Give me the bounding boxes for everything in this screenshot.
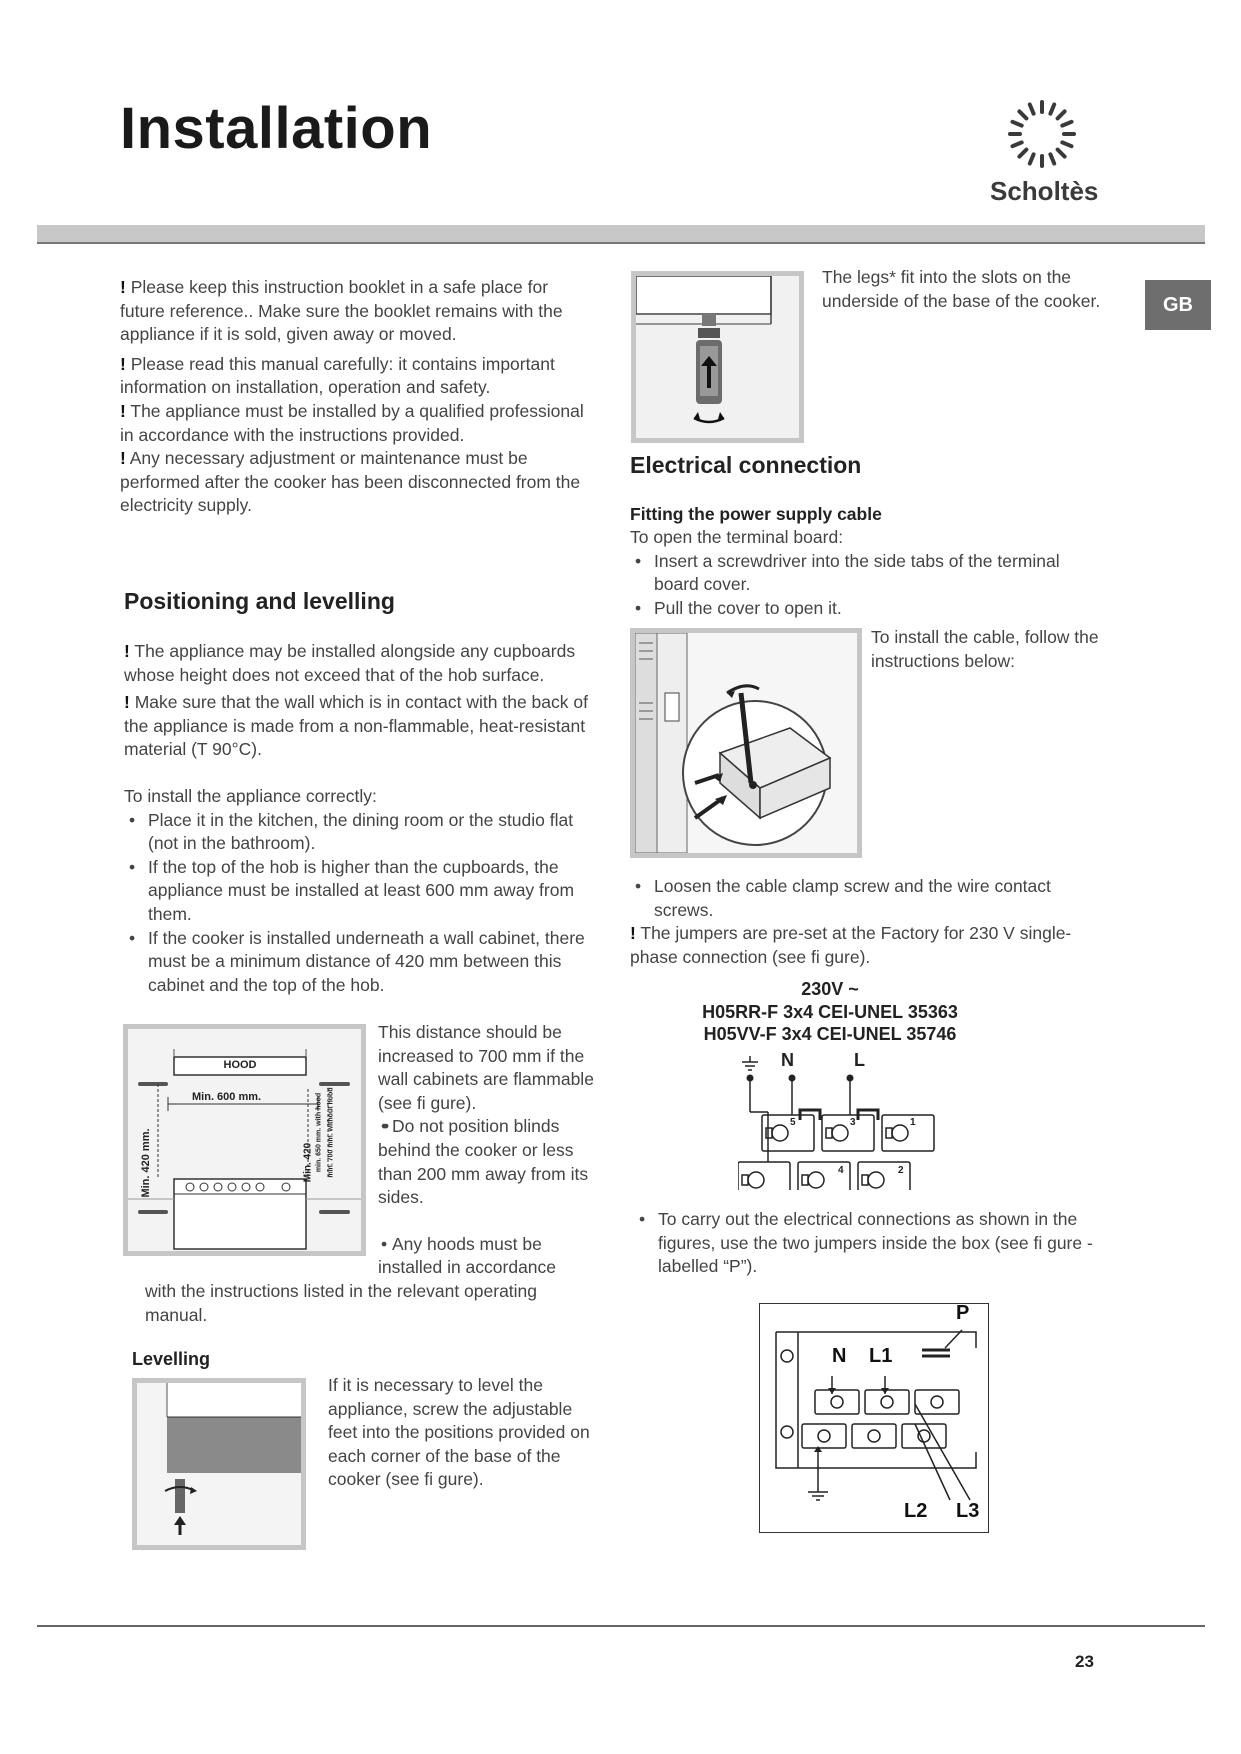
- loosen-bullets: [630, 875, 1110, 922]
- legs-text: The legs* fit into the slots on the underside of the base of the cooker.: [822, 267, 1101, 311]
- positioning-warning: [124, 640, 594, 687]
- levelling-foot-icon: [137, 1383, 301, 1545]
- distance-note: This distance should be increased to 700 mm if the wall cabinets are flammable (see fi gure).: [378, 1022, 594, 1113]
- terminal-number: 2: [898, 1165, 904, 1176]
- min-420-label: Min. 420 mm.: [140, 1128, 152, 1198]
- intro-paragraph: [120, 447, 590, 518]
- positioning-block: [124, 640, 594, 997]
- warning-text: The appliance may be installed alongside any cupboards whose height does not exceed that of the hob surface.: [124, 641, 576, 685]
- terminal-number: 1: [910, 1117, 916, 1128]
- levelling-heading: Levelling: [132, 1349, 211, 1369]
- exclamation-mark: !: [124, 641, 130, 661]
- min-420-right-label: Min. 420: [302, 1142, 314, 1183]
- list-item: • If the cooker is installed underneath a wall cabinet, there must be a minimum distance of 420 mm between this cabinet and the top of the hob.: [124, 927, 594, 998]
- page-title: Installation: [120, 96, 433, 161]
- voltage-spec: 230V ~: [801, 979, 859, 999]
- list-item: • Insert a screwdriver into the side tabs of the terminal board cover.: [630, 550, 1100, 597]
- intro-text: The appliance must be installed by a qualified professional in accordance with the instructions provided.: [120, 400, 584, 445]
- three-phase-diagram-icon: [760, 1304, 987, 1531]
- blinds-text: Do not position blinds behind the cooker or less than 200 mm away from its sides.: [378, 1116, 589, 1208]
- warning-text: Make sure that the wall which is in contact with the back of the appliance is made from a non-flammable, heat-resistant material (T 90°C).: [124, 692, 588, 760]
- intro-text: Any necessary adjustment or maintenance must be performed after the cooker has been disconnected from the electricity supply.: [120, 448, 581, 516]
- open-bullets: [630, 550, 1100, 621]
- terminal-number: 5: [790, 1117, 796, 1128]
- list-item: • Pull the cover to open it.: [630, 597, 1100, 621]
- hoods-continuation: with the instructions listed in the relevant operating manual.: [145, 1281, 538, 1325]
- list-item: • Loosen the cable clamp screw and the wire contact screws.: [630, 875, 1110, 922]
- page-number: 23: [1075, 1652, 1094, 1671]
- screwdriver-terminal-icon: [635, 633, 857, 853]
- cooker-leg-icon: [636, 276, 799, 438]
- cable-spec-block: [640, 978, 1020, 1046]
- exclamation-mark: !: [124, 692, 130, 713]
- exclamation-mark: !: [120, 400, 126, 421]
- exclamation-mark: !: [120, 277, 126, 297]
- hoods-text: Any hoods must be installed in accordance: [378, 1233, 557, 1278]
- legs-figure: [631, 271, 804, 443]
- min-650-label: min. 650 mm. with hood: [315, 1092, 323, 1173]
- intro-paragraph: [120, 276, 590, 347]
- phase-l2-label: L2: [904, 1500, 928, 1522]
- terminal-number: 3: [850, 1117, 856, 1128]
- phase-l1-label: L1: [869, 1345, 893, 1367]
- install-bullets: [124, 809, 594, 998]
- scholtes-sun-logo-icon: [1004, 96, 1080, 172]
- phase-l3-label: L3: [956, 1500, 980, 1522]
- hoods-bullet: • Any hoods must be installed in accordance: [378, 1233, 557, 1278]
- levelling-figure: [132, 1378, 306, 1550]
- live-label: L: [854, 1050, 865, 1070]
- carry-out-block: [634, 1208, 1104, 1279]
- positioning-heading: Positioning and levelling: [124, 588, 395, 614]
- cable-spec: H05RR-F 3x4 CEI-UNEL 35363: [702, 1001, 958, 1022]
- positioning-warning: [124, 691, 594, 762]
- open-intro: To open the terminal board:: [630, 527, 844, 547]
- install-intro: To install the appliance correctly:: [124, 785, 377, 806]
- list-item: • If the top of the hob is higher than the cupboards, the appliance must be installed at least 600 mm away from them.: [124, 856, 594, 927]
- levelling-text: If it is necessary to level the appliance, screw the adjustable feet into the positions provided on each corner of the base of the cooker (see fi gure).: [328, 1375, 590, 1490]
- open-terminal-block: [630, 526, 1100, 620]
- hood-label: HOOD: [223, 1059, 257, 1071]
- intro-text: Please keep this instruction booklet in a safe place for future reference.. Make sure the booklet remains with the appliance if it is sold, given away or moved.: [120, 277, 563, 345]
- min-600-label: Min. 600 mm.: [192, 1091, 262, 1103]
- intro-paragraph: [120, 400, 590, 447]
- three-phase-terminal-figure: [759, 1303, 989, 1533]
- exclamation-mark: !: [120, 448, 126, 469]
- jumpers-note: [630, 922, 1110, 969]
- neutral-label: N: [781, 1050, 794, 1070]
- list-item: • • Do not position blinds behind the cooker or less than 200 mm away from its sides.: [378, 1115, 596, 1209]
- list-item: • Place it in the kitchen, the dining room or the studio flat (not in the bathroom).: [124, 809, 594, 856]
- blinds-bullet: [378, 1115, 596, 1209]
- cable-spec: H05VV-F 3x4 CEI-UNEL 35746: [703, 1024, 957, 1044]
- brand-name: Scholtès: [990, 176, 1099, 206]
- terminal-number: 4: [838, 1165, 844, 1176]
- exclamation-mark: !: [630, 923, 636, 944]
- install-cable-text: To install the cable, follow the instructions below:: [871, 627, 1099, 671]
- jumpers-text: The jumpers are pre-set at the Factory for 230 V single-phase connection (see fi gure).: [630, 923, 1072, 967]
- hood-clearance-figure: [123, 1024, 366, 1256]
- header-rule: [37, 225, 1205, 244]
- terminal-board-figure: [630, 628, 862, 858]
- intro-text: Please read this manual carefully: it contains important information on installation, operation and safety.: [120, 353, 555, 398]
- footer-rule: [37, 1625, 1205, 1627]
- intro-block: [120, 276, 590, 518]
- carry-out-bullets: [634, 1208, 1104, 1279]
- exclamation-mark: !: [120, 353, 126, 374]
- jumper-p-label: P: [956, 1302, 970, 1324]
- language-tab: GB: [1145, 280, 1211, 330]
- neutral-label: N: [832, 1345, 847, 1367]
- beside-figure-text: [378, 1021, 596, 1280]
- power-cable-subheading: Fitting the power supply cable: [630, 504, 882, 524]
- list-item: • To carry out the electrical connections as shown in the figures, use the two jumpers inside the box (see fi gure - labelled “P”).: [634, 1208, 1104, 1279]
- loosen-block: [630, 875, 1110, 969]
- electrical-heading: Electrical connection: [630, 452, 862, 478]
- intro-paragraph: [120, 353, 590, 400]
- min-700-label: min. 700 mm. without hood: [327, 1087, 335, 1178]
